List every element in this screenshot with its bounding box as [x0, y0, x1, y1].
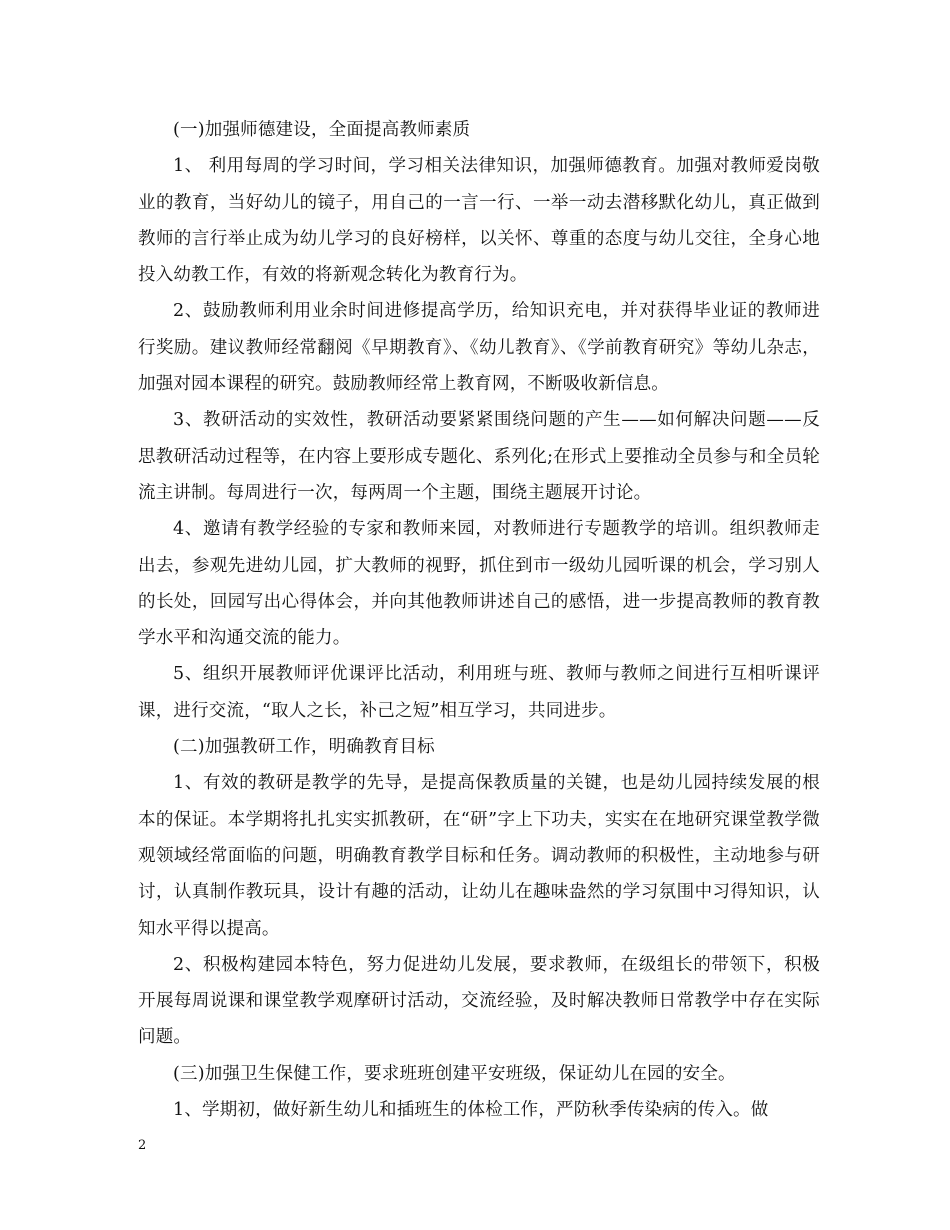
page-number: 2 — [138, 1138, 147, 1153]
paragraph-1-2: 2、鼓励教师利用业余时间进修提高学历，给知识充电，并对获得毕业证的教师进行奖励。建议教师经常翻阅《早期教育》、《幼儿教育》、《学前教育研究》等幼儿杂志，加强对园本课程的研究。鼓励教师经常上教育网，不断吸收新信息。 — [138, 301, 820, 395]
document-body — [138, 112, 820, 1128]
paragraph-3-1: 1、学期初，做好新生幼儿和插班生的体检工作，严防秋季传染病的传入。做 — [173, 1100, 769, 1121]
paragraph-1-5: 5、组织开展教师评优课评比活动，利用班与班、教师与教师之间进行互相听课评课，进行交流，“取人之长，补己之短”相互学习，共同进步。 — [138, 664, 820, 721]
section-heading-1: (一)加强师德建设，全面提高教师素质 — [173, 120, 471, 140]
paragraph-1-4: 4、邀请有教学经验的专家和教师来园，对教师进行专题教学的培训。组织教师走出去，参观先进幼儿园，扩大教师的视野，抓住到市一级幼儿园听课的机会，学习别人的长处，回园写出心得体会，并向其他教师讲述自己的感悟，进一步提高教师的教育教学水平和沟通交流的能力。 — [138, 519, 820, 649]
paragraph-2-2: 2、积极构建园本特色，努力促进幼儿发展，要求教师，在级组长的带领下，积极开展每周说课和课堂教学观摩研讨活动，交流经验，及时解决教师日常教学中存在实际问题。 — [138, 954, 820, 1048]
paragraph-2-1: 1、有效的教研是教学的先导，是提高保教质量的关键，也是幼儿园持续发展的根本的保证。本学期将扎扎实实抓教研，在“研”字上下功夫，实实在在地研究课堂教学微观领域经常面临的问题，明确教育教学目标和任务。调动教师的积极性，主动地参与研讨，认真制作教玩具，设计有趣的活动，让幼儿在趣味盎然的学习氛围中习得知识，认知水平得以提高。 — [138, 773, 820, 939]
section-heading-2: (二)加强教研工作，明确教育目标 — [173, 737, 435, 758]
paragraph-1-3: 3、教研活动的实效性，教研活动要紧紧围绕问题的产生——如何解决问题——反思教研活动过程等，在内容上要形成专题化、系列化;在形式上要推动全员参与和全员轮流主讲制。每周进行一次，每两周一个主题，围绕主题展开讨论。 — [138, 410, 820, 503]
section-heading-3: (三)加强卫生保健工作，要求班班创建平安班级，保证幼儿在园的安全。 — [173, 1063, 736, 1084]
paragraph-1-1: 1、 利用每周的学习时间，学习相关法律知识，加强师德教育。加强对教师爱岗敬业的教育，当好幼儿的镜子，用自己的一言一行、一举一动去潜移默化幼儿，真正做到教师的言行举止成为幼儿学习的良好榜样，以关怀、尊重的态度与幼儿交往，全身心地投入幼教工作，有效的将新观念转化为教育行为。 — [138, 156, 820, 286]
